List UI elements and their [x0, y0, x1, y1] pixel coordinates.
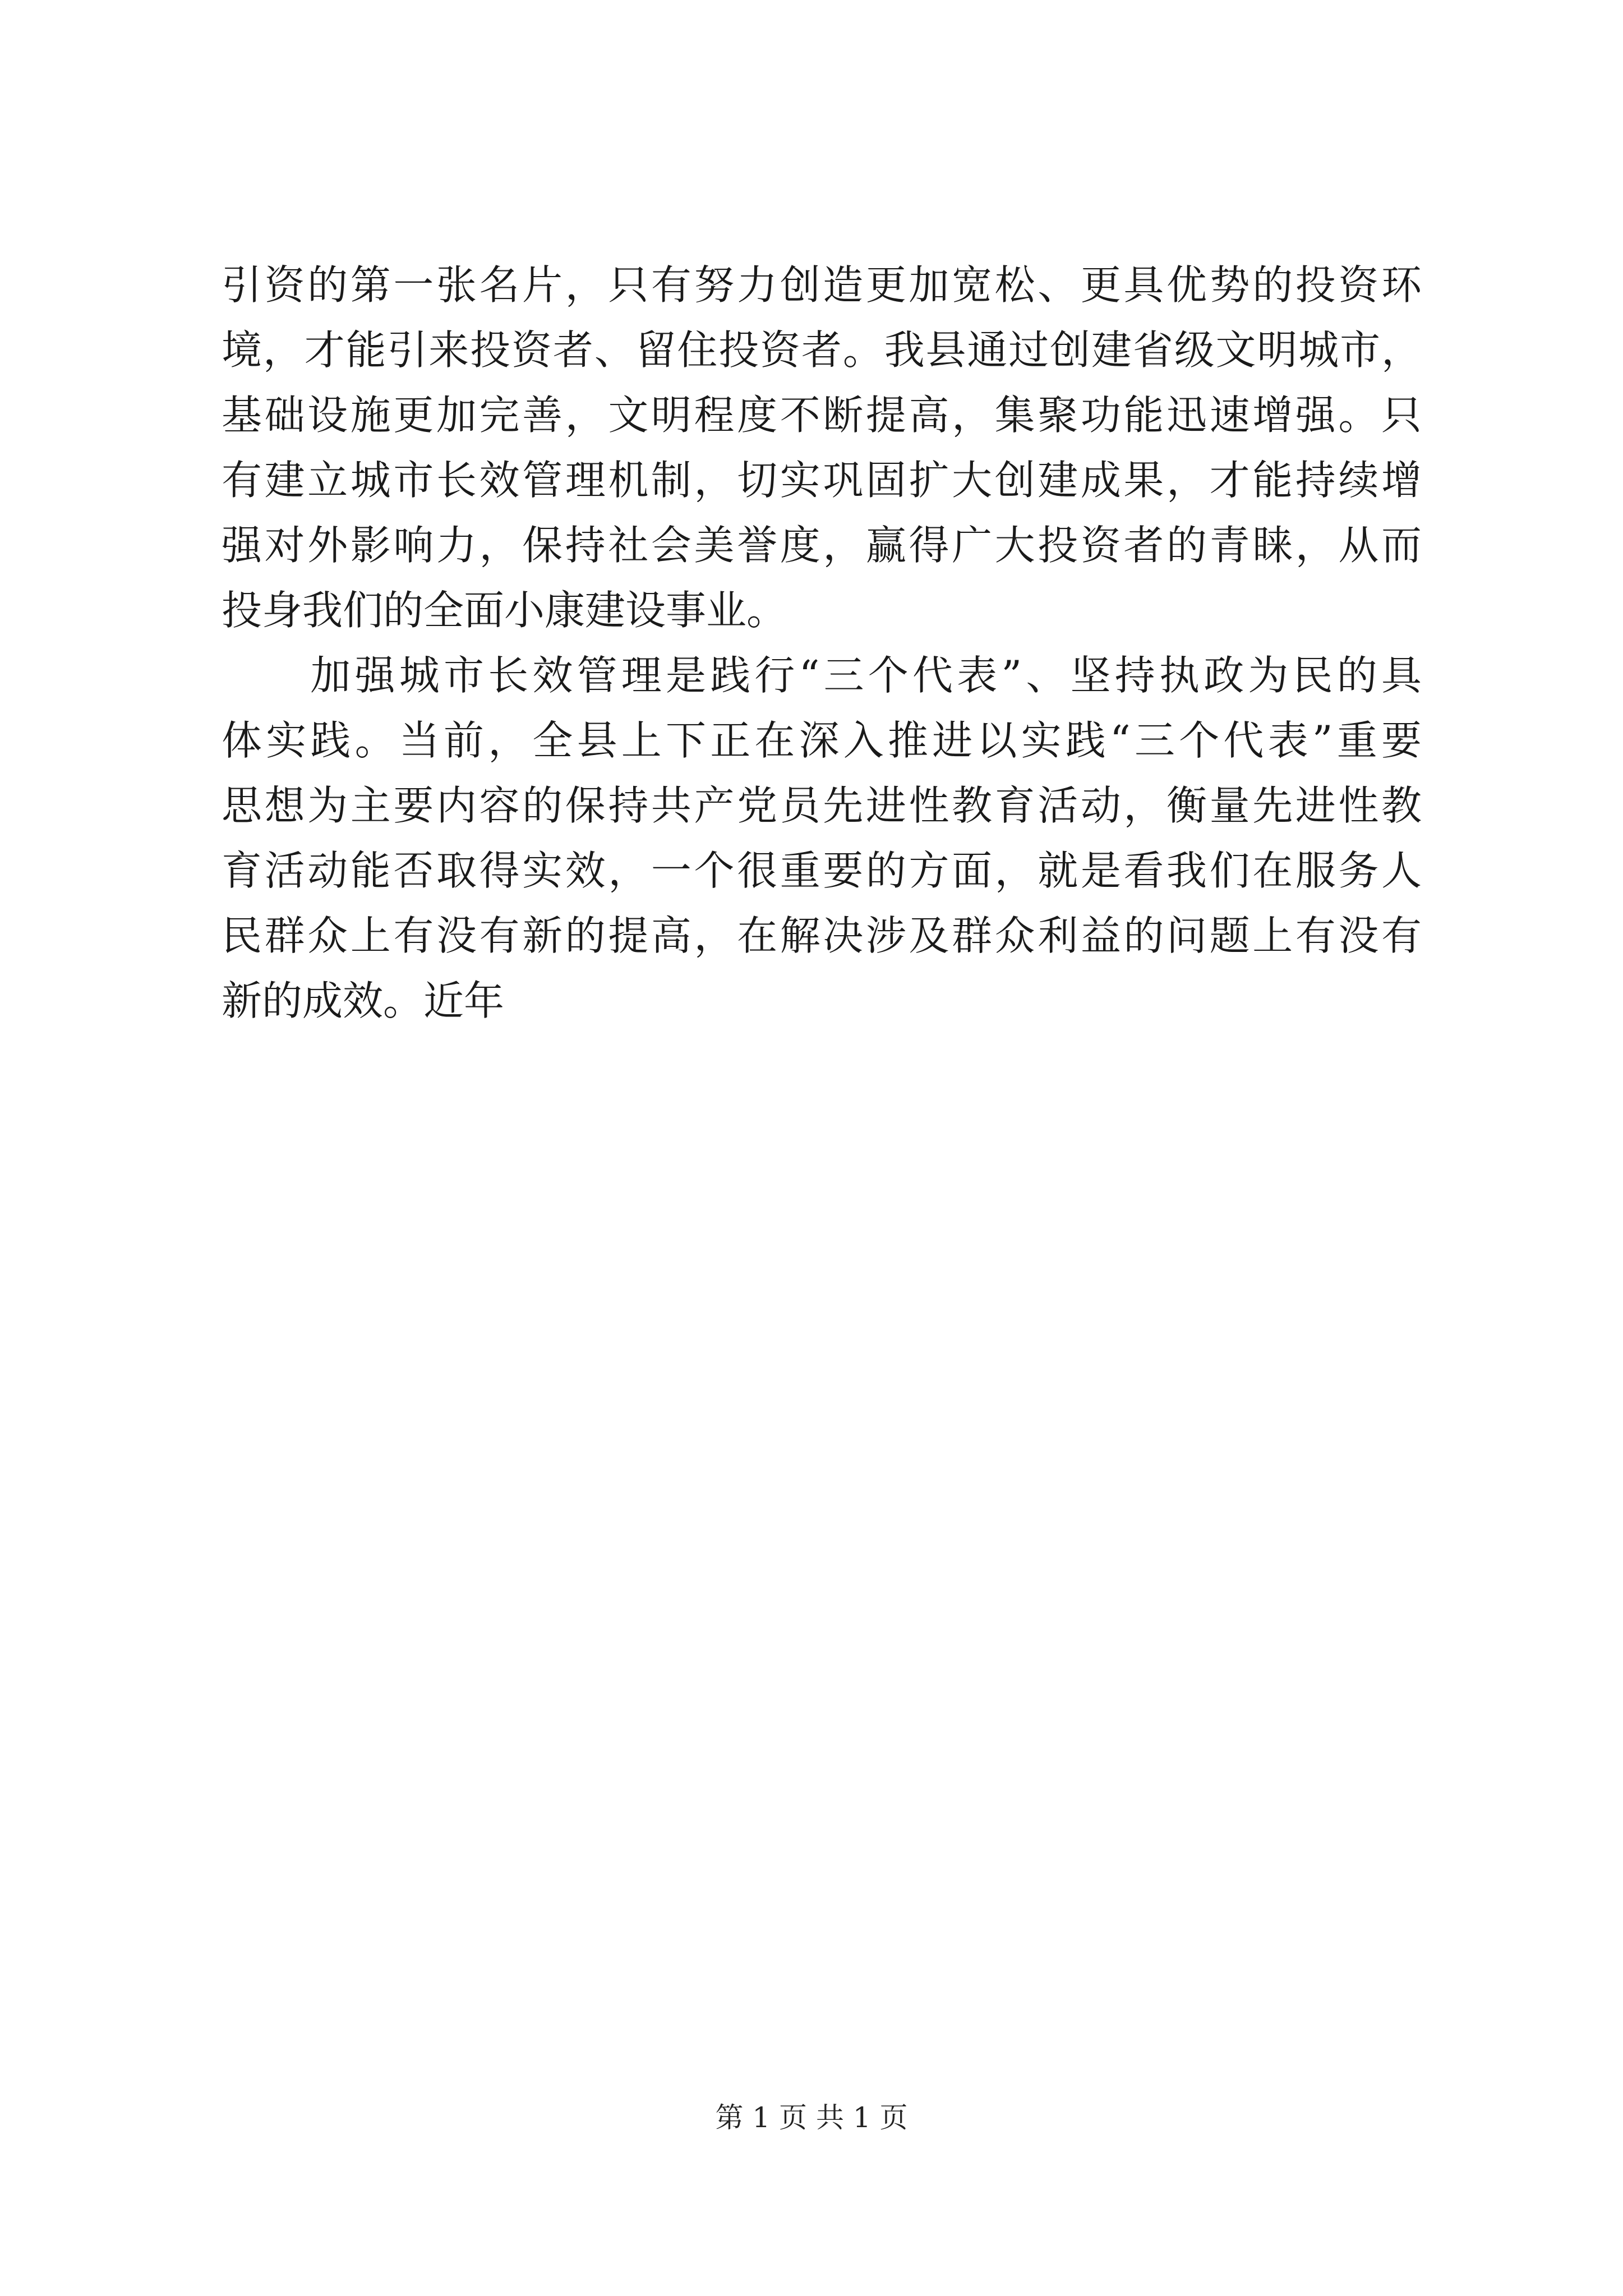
- text-line-2: 境，才能引来投资者、留住投资者。我县通过创建省级文明城市，: [222, 326, 1422, 374]
- text-line-1: 引资的第一张名片，只有努力创造更加宽松、更具优势的投资环: [222, 261, 1422, 309]
- page-footer: 第 1 页 共 1 页: [715, 2101, 908, 2134]
- text-line-8: 体实践。当前，全县上下正在深入推进以实践“三个代表”重要: [222, 717, 1422, 764]
- text-line-5: 强对外影响力，保持社会美誉度，赢得广大投资者的青睐，从而: [222, 522, 1422, 569]
- text-line-10: 育活动能否取得实效，一个很重要的方面，就是看我们在服务人: [222, 847, 1422, 894]
- text-line-12: 新的成效。近年: [222, 977, 505, 1024]
- text-line-6: 投身我们的全面小康建设事业。: [222, 587, 787, 634]
- text-line-7: 加强城市长效管理是践行“三个代表”、坚持执政为民的具: [222, 652, 1422, 699]
- text-line-3: 基础设施更加完善，文明程度不断提高，集聚功能迅速增强。只: [222, 392, 1422, 439]
- text-line-11: 民群众上有没有新的提高，在解决涉及群众利益的问题上有没有: [222, 912, 1422, 959]
- text-line-4: 有建立城市长效管理机制，切实巩固扩大创建成果，才能持续增: [222, 457, 1422, 504]
- body-text: [222, 252, 1422, 1033]
- text-line-9: 思想为主要内容的保持共产党员先进性教育活动，衡量先进性教: [222, 782, 1422, 829]
